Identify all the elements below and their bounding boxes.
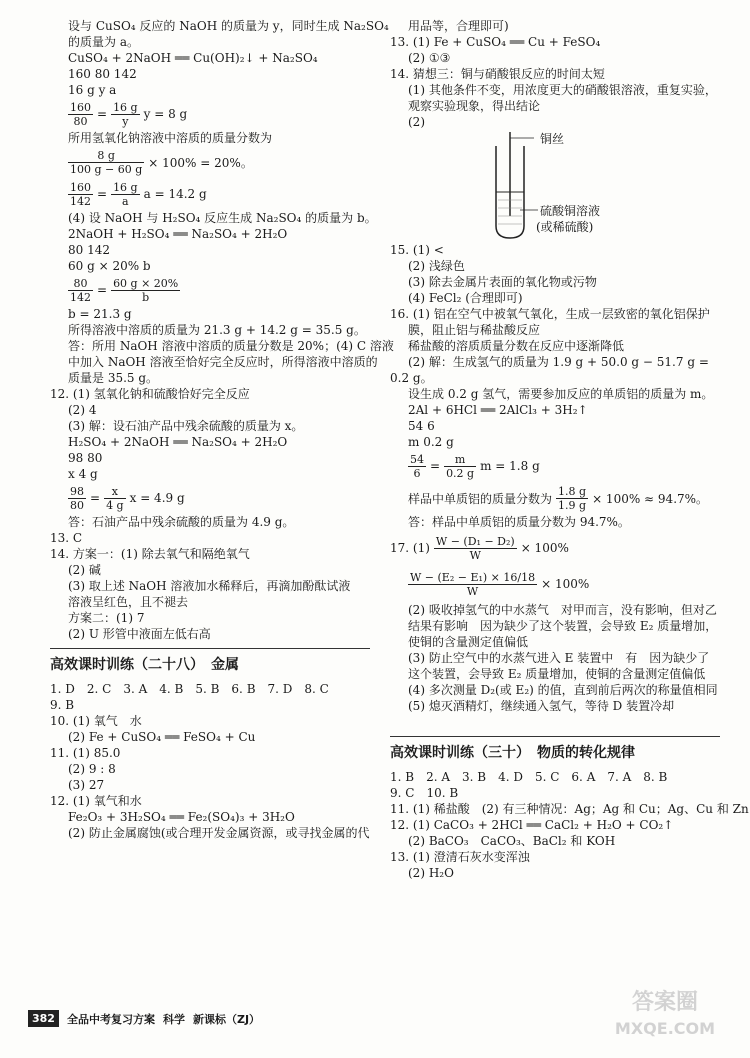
answer-line: 结果有影响 因为缺少了这个装置，会导致 E₂ 质量增加， (408, 619, 718, 633)
numerator: 16 g (113, 180, 138, 194)
answer-line: (5) 熄灭酒精灯，继续通入氢气，等待 D 装置冷却 (408, 699, 675, 713)
answer-line: 160 80 142 (68, 67, 137, 81)
section-heading: 高效课时训练（二十八） 金属 (50, 648, 370, 675)
denominator: W (469, 548, 481, 562)
answer-line: (2) Fe + CuSO₄ ══ FeSO₄ + Cu (68, 730, 256, 744)
page-footer (28, 1010, 260, 1027)
watermark-logo (600, 990, 730, 1050)
answer-line: Fe₂O₃ + 3H₂SO₄ ══ Fe₂(SO₄)₃ + 3H₂O (68, 810, 295, 824)
left-block-f (50, 681, 370, 841)
ratio-equation: $\frac{160}{142}$ = $\frac{16 g}{a}$ a = 14.2 g (70, 180, 207, 208)
answer-line: 13. (1) 澄清石灰水变浑浊 (390, 850, 530, 864)
denominator: 1.9 g (558, 498, 587, 512)
answer-line: 所得溶液中溶质的质量为 21.3 g + 14.2 g = 35.5 g。 (68, 323, 366, 337)
denominator: 100 g − 60 g (70, 162, 143, 176)
answer-line: 2Al + 6HCl ══ 2AlCl₃ + 3H₂↑ (408, 403, 588, 417)
denominator: 80 (73, 114, 88, 128)
answer-line: (2) 碱 (68, 563, 101, 577)
page-number: 382 (28, 1010, 59, 1027)
answer-line: 溶液呈红色，且不褪去 (68, 595, 189, 609)
ratio-equation: $\frac{54}{6}$ = $\frac{m}{0.2 g}$ m = 1.8 g (410, 452, 540, 480)
answer-line: m 0.2 g (408, 435, 454, 449)
answer-line: 这个装置，会导致 E₂ 质量增加，使铜的含量测定值偏低 (408, 667, 706, 681)
answer-line: 使铜的含量测定值偏低 (408, 635, 529, 649)
numerator: 8 g (68, 149, 144, 163)
answer-line: 膜，阻止铝与稀盐酸反应 (408, 323, 541, 337)
denominator: 142 (70, 290, 91, 304)
answer-line: (3) 防止空气中的水蒸气进入 E 装置中 有 因为缺少了 (408, 651, 710, 665)
answer-line: (2) BaCO₃ CaCO₃、BaCl₂ 和 KOH (408, 834, 616, 848)
fraction (68, 277, 93, 304)
fraction (104, 485, 126, 512)
left-block-e (50, 514, 370, 642)
subject-label: 科学 (162, 1012, 185, 1026)
fraction (111, 277, 180, 304)
answer-line: 稀盐酸的溶质质量分数在反应中逐渐降低 (408, 339, 625, 353)
answer-line: (3) 除去金属片表面的氧化物或污物 (408, 275, 597, 289)
denominator: 4 g (106, 498, 124, 512)
solution-label-alt: (或稀硫酸) (536, 220, 594, 234)
answer-line: 12. (1) CaCO₃ + 2HCl ══ CaCl₂ + H₂O + CO₂↑ (390, 818, 674, 832)
section-heading: 高效课时训练（三十） 物质的转化规律 (390, 736, 720, 763)
left-column (50, 18, 394, 841)
edition-label: 新课标（ZJ） (192, 1012, 261, 1026)
result-text: y = 8 g (143, 107, 188, 121)
denominator: 6 (413, 466, 421, 480)
result-text: × 100% ≈ 94.7%。 (592, 491, 709, 506)
numerator: m (444, 453, 476, 467)
numerator: 160 (70, 100, 91, 114)
denominator: W (466, 584, 479, 598)
numerator: 1.8 g (558, 484, 587, 498)
denominator: b (142, 290, 150, 304)
answer-line: 11. (1) 85.0 (50, 746, 121, 760)
answer-line: 15. (1) < (390, 243, 444, 257)
answer-line: (4) 设 NaOH 与 H₂SO₄ 反应生成 Na₂SO₄ 的质量为 b。 (68, 211, 377, 225)
answer-line: 80 142 (68, 243, 110, 257)
answer-line: 答：石油产品中残余硫酸的质量为 4.9 g。 (68, 515, 295, 529)
answer-line: (2) 吸收掉氢气的中水蒸气 对甲而言，没有影响，但对乙 (408, 603, 717, 617)
answer-line: 10. (1) 氧气 水 (50, 714, 142, 728)
numerator: 60 g × 20% (113, 276, 179, 290)
answer-line: 11. (1) 稀盐酸 (2) 有三种情况：Ag；Ag 和 Cu；Ag、Cu 和 Zn (390, 802, 749, 816)
answer-line: CuSO₄ + 2NaOH ══ Cu(OH)₂↓ + Na₂SO₄ (68, 51, 318, 65)
answer-line: 设生成 0.2 g 氢气，需要参加反应的单质铝的质量为 m。 (408, 387, 714, 401)
ratio-equation (50, 146, 370, 178)
answer-line: (1) 其他条件不变，用浓度更大的硝酸银溶液，重复实验， (408, 83, 717, 97)
answer-line: 答：所用 NaOH 溶液中溶质的质量分数是 20%；(4) C 溶液 (68, 339, 394, 353)
prefix-text: 17. (1) (390, 541, 430, 555)
answer-line: 1. B 2. A 3. B 4. D 5. C 6. A 7. A 8. B (390, 770, 668, 784)
fraction (68, 181, 93, 208)
answer-line: 16 g y a (68, 83, 117, 97)
answer-line: 13. (1) Fe + CuSO₄ ══ Cu + FeSO₄ (390, 35, 601, 49)
result-text: × 100% = 20%。 (148, 155, 253, 170)
denominator: 142 (70, 194, 91, 208)
answer-line: (2) H₂O (408, 866, 454, 880)
answer-line: 的质量为 a。 (68, 35, 139, 49)
answer-line: 14. 猜想三：铜与硝酸银反应的时间太短 (390, 67, 605, 81)
answer-line: 设与 CuSO₄ 反应的 NaOH 的质量为 y，同时生成 Na₂SO₄ (68, 19, 389, 33)
answer-line: H₂SO₄ + 2NaOH ══ Na₂SO₄ + 2H₂O (68, 435, 288, 449)
answer-line: (2) 9 : 8 (68, 762, 116, 776)
answer-line: (2) 浅绿色 (408, 259, 465, 273)
numerator: 80 (68, 277, 93, 291)
answer-line: (4) FeCl₂ (合理即可) (408, 291, 523, 305)
copper-wire-label: 铜丝 (540, 132, 565, 146)
answer-line: 答：样品中单质铝的质量分数为 94.7%。 (408, 515, 630, 529)
answer-line: (2) U 形管中液面左低右高 (68, 627, 211, 641)
answer-line: 98 80 (68, 451, 103, 465)
denominator: 0.2 g (446, 466, 475, 480)
denominator: a (122, 194, 129, 208)
ratio-equation: $\frac{98}{80}$ = $\frac{x}{4 g}$ x = 4.9 g (70, 484, 185, 512)
answer-line: 12. (1) 氧气和水 (50, 794, 142, 808)
answer-line: 方案二：(1) 7 (68, 611, 145, 625)
result-text: × 100% (541, 577, 590, 591)
answer-line: 9. B (50, 698, 75, 712)
answer-line: (2) 4 (68, 403, 97, 417)
answer-line: 54 6 (408, 419, 435, 433)
answer-line: 观察实验现象，得出结论 (408, 99, 541, 113)
left-block-d (50, 306, 394, 482)
answer-line: 所用氢氧化钠溶液中溶质的质量分数为 (68, 131, 273, 145)
fraction (111, 181, 140, 208)
numerator: 160 (70, 180, 91, 194)
result-text: x = 4.9 g (129, 491, 185, 505)
answer-line: (2) (408, 115, 425, 129)
numerator: 54 (410, 452, 424, 466)
answer-line: 13. C (50, 531, 83, 545)
denominator: y (122, 114, 129, 128)
fraction (434, 535, 517, 562)
answer-line: 质量是 35.5 g。 (68, 371, 159, 385)
right-block-e (390, 769, 749, 881)
fraction (68, 101, 93, 128)
answer-line: (2) 防止金属腐蚀(或合理开发金属资源，或寻找金属的代 (68, 826, 370, 840)
right-block-a (390, 18, 720, 130)
book-title: 全品中考复习方案 (66, 1012, 155, 1026)
answer-line: 中加入 NaOH 溶液至恰好完全反应时，所得溶液中溶质的 (68, 355, 378, 369)
numerator: 16 g (113, 100, 138, 114)
answer-line: (4) 多次测量 D₂(或 E₂) 的值，直到前后两次的称量值相同 (408, 683, 718, 697)
answer-line: (3) 解：设石油产品中残余硫酸的质量为 x。 (68, 419, 304, 433)
left-block-a (50, 18, 389, 98)
watermark-url: MXQE.COM (614, 1019, 716, 1038)
result-text: a = 14.2 g (143, 187, 207, 201)
answer-line: 1. D 2. C 3. A 4. B 5. B 6. B 7. D 8. C (50, 682, 329, 696)
right-block-d (390, 602, 720, 714)
answer-line: 0.2 g。 (390, 371, 433, 385)
right-block-b (390, 242, 720, 450)
fraction (444, 453, 476, 480)
answer-line: 12. (1) 氢氧化钠和硫酸恰好完全反应 (50, 387, 250, 401)
answer-line: 用品等，合理即可) (408, 19, 509, 33)
prefix-text: 样品中单质铝的质量分数为 (408, 491, 553, 506)
answer-line: 60 g × 20% b (68, 259, 151, 273)
answer-line: x 4 g (68, 467, 98, 481)
ratio-equation (390, 482, 720, 514)
answer-line: (3) 27 (68, 778, 105, 792)
answer-line: 9. C 10. B (390, 786, 459, 800)
right-column (390, 18, 749, 881)
ratio-equation: $\frac{160}{80}$ = $\frac{16 g}{y}$ y = 8 g (70, 100, 188, 128)
fraction (68, 485, 86, 512)
fraction (111, 101, 140, 128)
fraction (408, 571, 537, 598)
numerator: W − (E₂ − E₁) × 16/18 (410, 570, 536, 584)
numerator: x (104, 485, 126, 499)
solution-label: 硫酸铜溶液 (540, 204, 601, 218)
answer-line: 2NaOH + H₂SO₄ ══ Na₂SO₄ + 2H₂O (68, 227, 288, 241)
numerator: W − (D₁ − D₂) (435, 534, 515, 548)
numerator: 98 (70, 484, 84, 498)
fraction (408, 453, 426, 480)
answer-line: (2) 解：生成氢气的质量为 1.9 g + 50.0 g − 51.7 g = (408, 355, 709, 369)
answer-line: (3) 取上述 NaOH 溶液加水稀释后，再滴加酚酞试液 (68, 579, 351, 593)
ratio-equation (390, 566, 720, 602)
answer-line: 14. 方案一：(1) 除去氧气和隔绝氧气 (50, 547, 250, 561)
fraction (68, 149, 144, 176)
result-text: m = 1.8 g (480, 459, 540, 473)
answer-line: b = 21.3 g (68, 307, 132, 321)
test-tube-icon (490, 130, 710, 242)
watermark-text: 答案圈 (631, 990, 698, 1015)
left-block-c (50, 210, 377, 274)
ratio-equation (390, 530, 720, 566)
ratio-equation: $\frac{80}{142}$ = $\frac{60 g \times 20\%}{b}$ (70, 276, 179, 304)
answer-line: 16. (1) 铝在空气中被氧气氧化，生成一层致密的氧化铝保护 (390, 307, 710, 321)
fraction (556, 485, 588, 512)
result-text: × 100% (520, 541, 569, 555)
answer-line: (2) ①③ (408, 51, 451, 65)
test-tube-diagram (390, 130, 720, 242)
denominator: 80 (70, 498, 84, 512)
